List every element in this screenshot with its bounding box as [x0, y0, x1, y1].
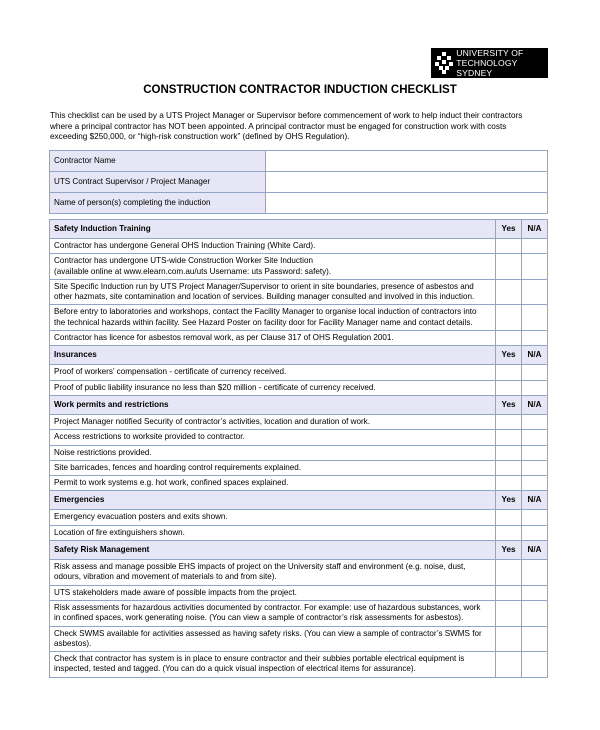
intro-line: exceeding $250,000, or “high-risk construction work” (defined by OHS Regulation).: [50, 132, 350, 141]
yes-checkbox-cell[interactable]: [496, 585, 522, 600]
section-header-row: [50, 395, 548, 414]
item-text-line: Contractor has undergone General OHS Induction Training (White Card).: [54, 241, 316, 250]
item-text-line: Risk assessments for hazardous activities documented by contractor. For example: use of hazardous substances, work: [54, 602, 481, 612]
na-checkbox-cell[interactable]: [522, 305, 548, 331]
item-text-line: inspected, tested and tagged. (You can do a quick visual inspection of electrical items for assurance).: [54, 664, 416, 674]
na-checkbox-cell[interactable]: [522, 652, 548, 678]
intro-paragraph: [50, 111, 560, 143]
item-text-line: Contractor has licence for asbestos removal work, as per Clause 317 of OHS Regulation 2001.: [54, 333, 394, 343]
section-header-row: [50, 346, 548, 365]
yes-checkbox-cell[interactable]: [496, 279, 522, 305]
checklist-item-row: [50, 239, 548, 254]
checklist-item-text: [50, 600, 496, 626]
yes-checkbox-cell[interactable]: [496, 305, 522, 331]
logo-line-1: UNIVERSITY OF: [456, 48, 524, 58]
na-checkbox-cell[interactable]: [522, 476, 548, 491]
item-text-line: Contractor has undergone UTS-wide Construction Worker Site Induction: [54, 256, 313, 266]
uts-logo: [431, 48, 548, 78]
section-title: Safety Risk Management: [50, 541, 496, 560]
yes-checkbox-cell[interactable]: [496, 331, 522, 346]
yes-checkbox-cell[interactable]: [496, 239, 522, 254]
checklist-item-text: [50, 331, 496, 346]
na-column-header: N/A: [522, 491, 548, 510]
uts-logo-mark: [434, 50, 454, 76]
yes-checkbox-cell[interactable]: [496, 430, 522, 445]
yes-checkbox-cell[interactable]: [496, 626, 522, 652]
na-checkbox-cell[interactable]: [522, 365, 548, 380]
na-checkbox-cell[interactable]: [522, 445, 548, 460]
checklist-item-row: [50, 445, 548, 460]
na-checkbox-cell[interactable]: [522, 560, 548, 586]
section-title: Insurances: [50, 346, 496, 365]
na-checkbox-cell[interactable]: [522, 254, 548, 280]
checklist-item-text: [50, 585, 496, 600]
yes-checkbox-cell[interactable]: [496, 510, 522, 525]
info-label: Name of person(s) completing the induction: [50, 193, 266, 214]
checklist-item-row: [50, 331, 548, 346]
yes-checkbox-cell[interactable]: [496, 445, 522, 460]
checklist-item-row: [50, 414, 548, 429]
yes-column-header: Yes: [496, 541, 522, 560]
item-text-line: Permit to work systems e.g. hot work, confined spaces explained.: [54, 478, 289, 488]
checklist-item-text: [50, 525, 496, 540]
na-checkbox-cell[interactable]: [522, 239, 548, 254]
info-value-field[interactable]: [266, 172, 548, 193]
info-label: UTS Contract Supervisor / Project Manager: [50, 172, 266, 193]
item-text-line: in confined spaces, work generating noise. (You can view a sample of contractor’s risk assessments for asbestos).: [54, 613, 464, 623]
item-text-line: Project Manager notified Security of contractor’s activities, location and duration of work.: [54, 416, 370, 426]
item-text-line: Site barricades, fences and hoarding control requirements explained.: [54, 462, 302, 472]
checklist-item-row: [50, 476, 548, 491]
checklist-item-row: [50, 652, 548, 678]
yes-column-header: Yes: [496, 220, 522, 239]
uts-logo-text: [456, 48, 548, 78]
yes-checkbox-cell[interactable]: [496, 254, 522, 280]
yes-checkbox-cell[interactable]: [496, 600, 522, 626]
na-checkbox-cell[interactable]: [522, 380, 548, 395]
checklist-item-text: [50, 460, 496, 475]
info-value-field[interactable]: [266, 193, 548, 214]
induction-checklist-table: [49, 219, 548, 678]
item-text-line: Emergency evacuation posters and exits shown.: [54, 512, 228, 522]
checklist-item-row: [50, 460, 548, 475]
info-row: [50, 193, 548, 214]
yes-checkbox-cell[interactable]: [496, 525, 522, 540]
na-checkbox-cell[interactable]: [522, 460, 548, 475]
checklist-item-text: [50, 380, 496, 395]
checklist-item-row: [50, 600, 548, 626]
na-checkbox-cell[interactable]: [522, 510, 548, 525]
logo-line-2: TECHNOLOGY SYDNEY: [456, 58, 518, 78]
checklist-item-text: [50, 560, 496, 586]
na-checkbox-cell[interactable]: [522, 279, 548, 305]
yes-checkbox-cell[interactable]: [496, 460, 522, 475]
item-text-line: Before entry to laboratories and workshops, contact the Facility Manager to organise local induction of contractors into: [54, 307, 477, 317]
section-header-row: [50, 491, 548, 510]
yes-column-header: Yes: [496, 395, 522, 414]
yes-checkbox-cell[interactable]: [496, 365, 522, 380]
checklist-item-text: [50, 414, 496, 429]
na-checkbox-cell[interactable]: [522, 430, 548, 445]
checklist-item-row: [50, 254, 548, 280]
item-text-line: other hazmats, site contamination and location of services. Building manager consulted and involved in this induction.: [54, 292, 475, 302]
info-label: Contractor Name: [50, 151, 266, 172]
contractor-info-table: [49, 150, 548, 214]
intro-line: This checklist can be used by a UTS Project Manager or Supervisor before commencement of work to help induct their contractors: [50, 111, 523, 120]
item-text-line: UTS stakeholders made aware of possible impacts from the project.: [54, 587, 297, 597]
checklist-item-text: [50, 652, 496, 678]
checklist-item-row: [50, 510, 548, 525]
item-text-line: Proof of workers’ compensation - certificate of currency received.: [54, 367, 287, 377]
section-title: Safety Induction Training: [50, 220, 496, 239]
yes-checkbox-cell[interactable]: [496, 652, 522, 678]
checklist-item-text: [50, 626, 496, 652]
na-checkbox-cell[interactable]: [522, 626, 548, 652]
section-title: Work permits and restrictions: [50, 395, 496, 414]
yes-column-header: Yes: [496, 491, 522, 510]
checklist-item-row: [50, 585, 548, 600]
na-checkbox-cell[interactable]: [522, 331, 548, 346]
section-header-row: [50, 220, 548, 239]
checklist-item-row: [50, 365, 548, 380]
intro-line: where a principal contractor has NOT been appointed. A principal contractor must be engaged for construction work with costs: [50, 121, 507, 131]
item-text-line: Access restrictions to worksite provided to contractor.: [54, 432, 245, 442]
yes-checkbox-cell[interactable]: [496, 414, 522, 429]
yes-column-header: Yes: [496, 346, 522, 365]
checklist-item-text: [50, 365, 496, 380]
item-text-line: the technical hazards within facility. See Hazard Poster on facility door for Facility Manager name and contact details.: [54, 317, 473, 327]
item-text-line: Check SWMS available for activities assessed as having safety risks. (You can view a sample of contractor’s SWMS for: [54, 628, 482, 638]
yes-checkbox-cell[interactable]: [496, 560, 522, 586]
item-text-line: asbestos).: [54, 638, 92, 648]
yes-checkbox-cell[interactable]: [496, 476, 522, 491]
checklist-item-text: [50, 239, 496, 254]
item-text-line: Location of fire extinguishers shown.: [54, 527, 185, 537]
info-row: [50, 172, 548, 193]
checklist-item-text: [50, 305, 496, 331]
section-header-row: [50, 541, 548, 560]
na-checkbox-cell[interactable]: [522, 585, 548, 600]
na-column-header: N/A: [522, 395, 548, 414]
na-column-header: N/A: [522, 346, 548, 365]
info-value-field[interactable]: [266, 151, 548, 172]
na-checkbox-cell[interactable]: [522, 600, 548, 626]
na-column-header: N/A: [522, 541, 548, 560]
checklist-item-row: [50, 430, 548, 445]
checklist-item-text: [50, 476, 496, 491]
section-title: Emergencies: [50, 491, 496, 510]
na-checkbox-cell[interactable]: [522, 414, 548, 429]
item-text-line: Site Specific Induction run by UTS Project Manager/Supervisor to orient in site boundaries, presence of asbestos and: [54, 281, 474, 291]
checklist-item-text: [50, 430, 496, 445]
na-column-header: N/A: [522, 220, 548, 239]
checklist-item-row: [50, 560, 548, 586]
yes-checkbox-cell[interactable]: [496, 380, 522, 395]
checklist-item-row: [50, 279, 548, 305]
document-title: CONSTRUCTION CONTRACTOR INDUCTION CHECKLIST: [143, 84, 457, 96]
checklist-item-row: [50, 380, 548, 395]
item-text-line: Risk assess and manage possible EHS impacts of project on the University staff and environment (e.g. noise, dust,: [54, 562, 466, 572]
checklist-item-row: [50, 525, 548, 540]
item-text-line: (available online at www.elearn.com.au/uts Username: uts Password: safety).: [54, 266, 332, 276]
na-checkbox-cell[interactable]: [522, 525, 548, 540]
checklist-item-text: [50, 254, 496, 280]
checklist-item-row: [50, 305, 548, 331]
checklist-item-text: [50, 510, 496, 525]
item-text-line: Proof of public liability insurance no less than $20 million - certificate of currency received.: [54, 382, 376, 392]
info-row: [50, 151, 548, 172]
checklist-item-text: [50, 445, 496, 460]
item-text-line: Noise restrictions provided.: [54, 447, 152, 457]
item-text-line: Check that contractor has system is in place to ensure contractor and their subbies portable electrical equipment is: [54, 654, 465, 664]
checklist-item-text: [50, 279, 496, 305]
checklist-item-row: [50, 626, 548, 652]
item-text-line: odours, vibration and movement of materials to and from site).: [54, 572, 277, 582]
